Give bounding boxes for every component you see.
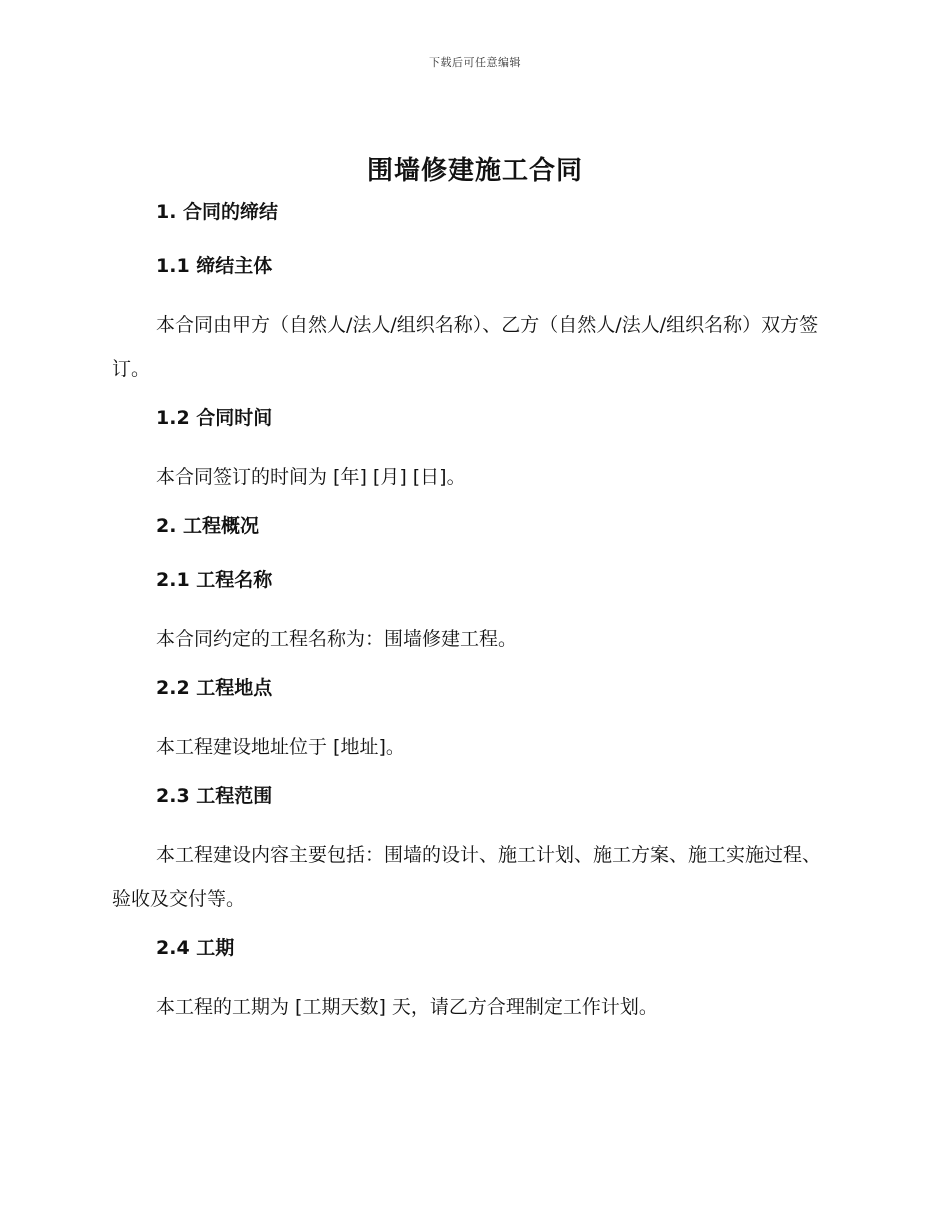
section-heading-1-2: 1.2 合同时间 — [156, 407, 273, 429]
section-heading-2-1: 2.1 工程名称 — [156, 569, 273, 591]
section-heading-2: 2. 工程概况 — [156, 515, 260, 537]
section-heading-1-1: 1.1 缔结主体 — [156, 255, 273, 277]
section-text-1-1: 本合同由甲方（自然人/法人/组织名称）、乙方（自然人/法人/组织名称）双方签订。 — [112, 314, 819, 380]
section-text-2-4: 本工程的工期为 [工期天数] 天，请乙方合理制定工作计划。 — [156, 996, 658, 1018]
section-heading-2-4: 2.4 工期 — [156, 937, 235, 959]
section-heading-2-2: 2.2 工程地点 — [156, 677, 273, 699]
document-title: 围墙修建施工合同 — [366, 156, 583, 186]
section-text-1-2: 本合同签订的时间为 [年] [月] [日]。 — [156, 466, 466, 488]
section-text-2-3: 本工程建设内容主要包括：围墙的设计、施工计划、施工方案、施工实施过程、验收及交付等。 — [112, 844, 822, 910]
document-body — [112, 195, 832, 1039]
page-header-note: 下载后可任意编辑 — [429, 56, 521, 69]
section-text-2-1: 本合同约定的工程名称为：围墙修建工程。 — [156, 628, 518, 650]
section-heading-1: 1. 合同的缔结 — [156, 201, 279, 223]
section-heading-2-3: 2.3 工程范围 — [156, 785, 273, 807]
section-text-2-2: 本工程建设地址位于 [地址]。 — [156, 736, 405, 758]
